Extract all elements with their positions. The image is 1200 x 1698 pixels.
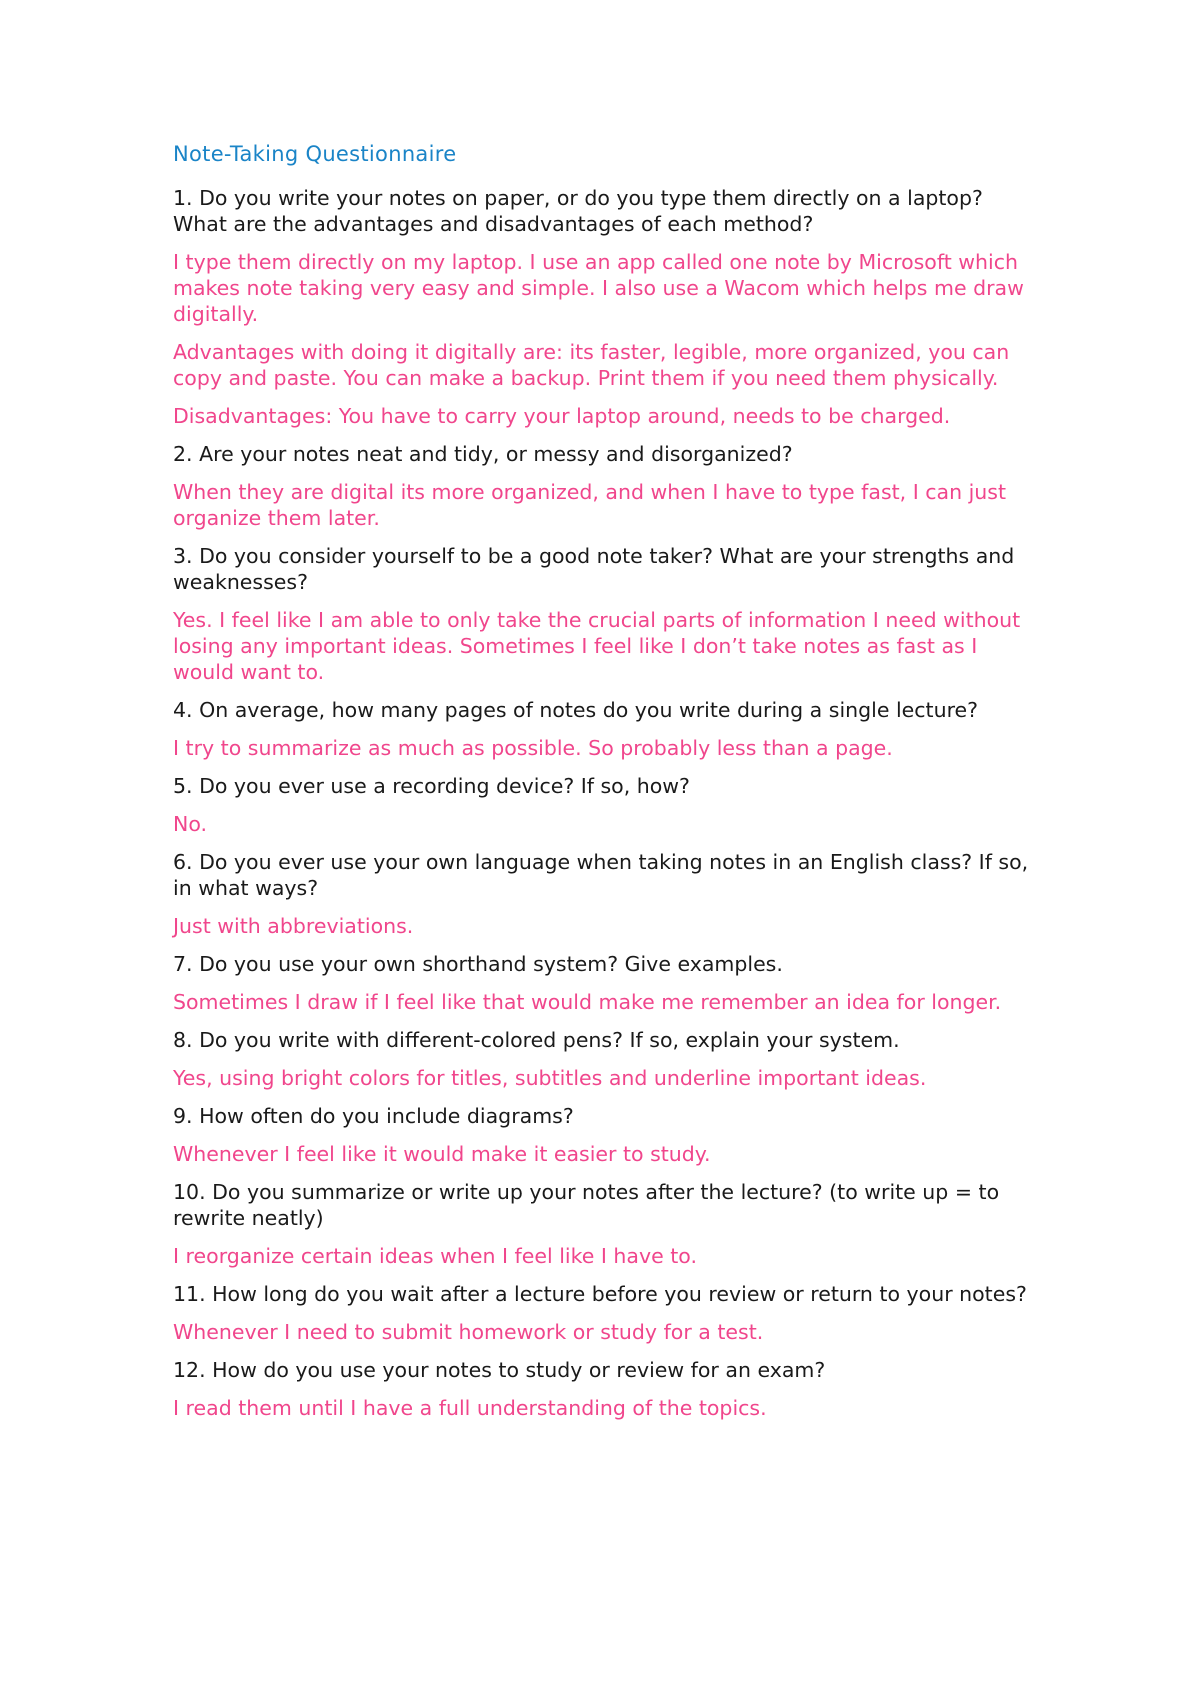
answer-text: When they are digital its more organized, and when I have to type fast, I can just organize them later. — [173, 480, 1007, 530]
question-text: 1. Do you write your notes on paper, or do you type them directly on a laptop? What are the advantages and disadvantages of each method? — [173, 186, 983, 236]
question-block — [173, 849, 1043, 939]
question-block — [173, 697, 1043, 761]
question-block — [173, 951, 1043, 1015]
answer-text: Disadvantages: You have to carry your laptop around, needs to be charged. — [173, 404, 951, 428]
answer-text: Whenever I need to submit homework or study for a test. — [173, 1320, 764, 1344]
question-block — [173, 441, 1043, 531]
question-block — [173, 543, 1043, 685]
answer-text: Whenever I feel like it would make it easier to study. — [173, 1142, 711, 1166]
answer-text: No. — [173, 812, 208, 836]
document-page — [173, 140, 1043, 1433]
question-block — [173, 1179, 1043, 1269]
question-block — [173, 1357, 1043, 1421]
question-block — [173, 1103, 1043, 1167]
question-block — [173, 1027, 1043, 1091]
question-text: 11. How long do you wait after a lecture before you review or return to your notes? — [173, 1282, 1027, 1306]
question-text: 12. How do you use your notes to study or review for an exam? — [173, 1358, 826, 1382]
question-text: 3. Do you consider yourself to be a good note taker? What are your strengths and weaknesses? — [173, 544, 1015, 594]
answer-text: Sometimes I draw if I feel like that would make me remember an idea for longer. — [173, 990, 1002, 1014]
question-text: 10. Do you summarize or write up your notes after the lecture? (to write up = to rewrite neatly) — [173, 1180, 1000, 1230]
question-text: 4. On average, how many pages of notes do you write during a single lecture? — [173, 698, 979, 722]
answer-text: I reorganize certain ideas when I feel like I have to. — [173, 1244, 697, 1268]
question-text: 5. Do you ever use a recording device? If so, how? — [173, 774, 690, 798]
answer-text: I read them until I have a full understanding of the topics. — [173, 1396, 767, 1420]
answer-text: Just with abbreviations. — [173, 914, 414, 938]
question-block — [173, 773, 1043, 837]
question-text: 8. Do you write with different-colored pens? If so, explain your system. — [173, 1028, 900, 1052]
question-text: 9. How often do you include diagrams? — [173, 1104, 574, 1128]
questionnaire-list — [173, 185, 1043, 1421]
answer-text: I try to summarize as much as possible. So probably less than a page. — [173, 736, 893, 760]
answer-text: I type them directly on my laptop. I use an app called one note by Microsoft which makes note taking very easy and simple. I also use a Wacom which helps me draw digitally. — [173, 250, 1024, 326]
answer-text: Yes. I feel like I am able to only take the crucial parts of information I need without losing any important ideas. Sometimes I feel like I don’t take notes as fast as I would want to. — [173, 608, 1021, 684]
answer-text: Yes, using bright colors for titles, subtitles and underline important ideas. — [173, 1066, 927, 1090]
answer-text: Advantages with doing it digitally are: its faster, legible, more organized, you can copy and paste. You can make a backup. Print them if you need them physically. — [173, 340, 1010, 390]
question-block — [173, 1281, 1043, 1345]
question-text: 2. Are your notes neat and tidy, or messy and disorganized? — [173, 442, 793, 466]
question-text: 6. Do you ever use your own language when taking notes in an English class? If so, in what ways? — [173, 850, 1029, 900]
question-block — [173, 185, 1043, 429]
document-title: Note-Taking Questionnaire — [173, 142, 457, 166]
question-text: 7. Do you use your own shorthand system? Give examples. — [173, 952, 783, 976]
